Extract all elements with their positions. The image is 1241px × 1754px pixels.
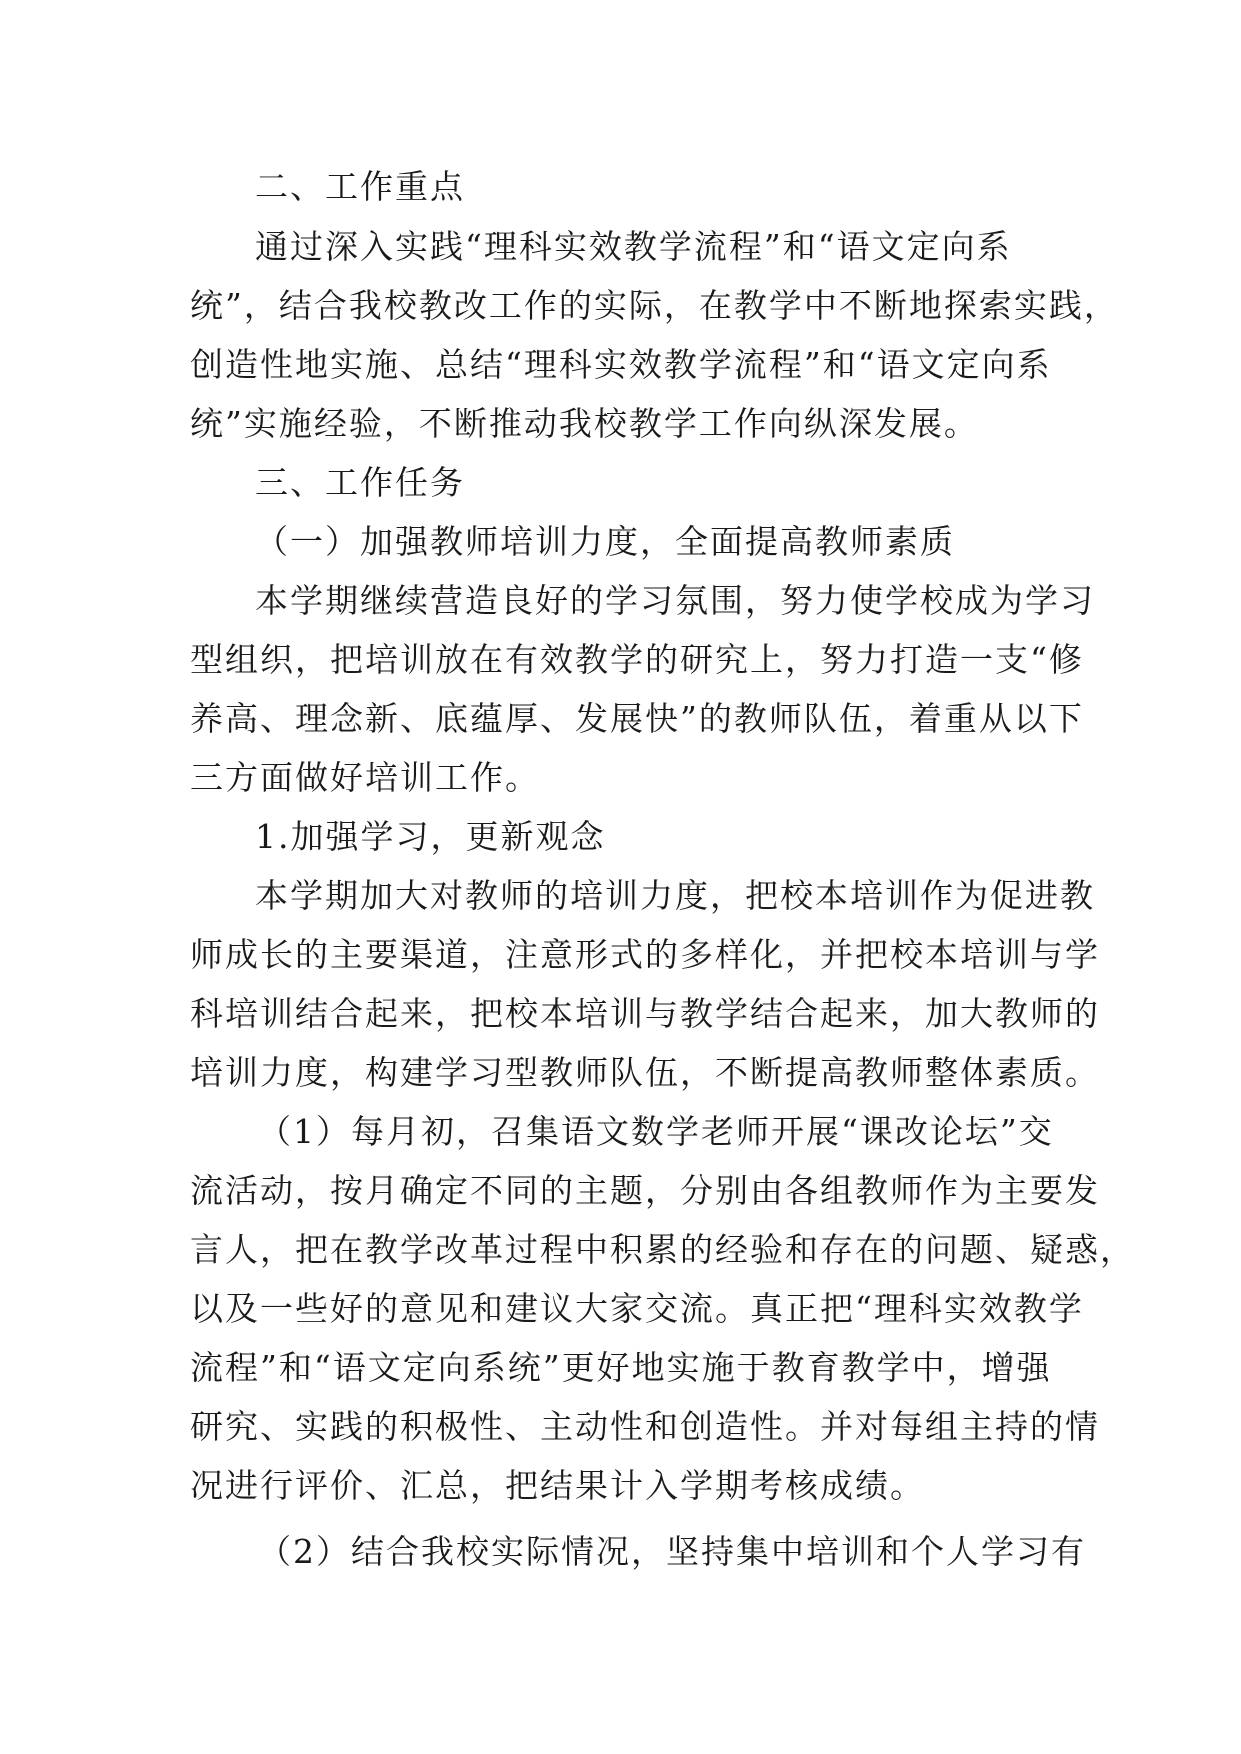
numbered-heading: 1.加强学习，更新观念 bbox=[255, 817, 606, 856]
paragraph-line: 本学期加大对教师的培训力度，把校本培训作为促进教 bbox=[255, 876, 1095, 915]
paragraph-line: 以及一些好的意见和建议大家交流。真正把“理科实效教学 bbox=[190, 1289, 1084, 1328]
paragraph-line: 型组织，把培训放在有效教学的研究上，努力打造一支“修 bbox=[190, 640, 1084, 679]
paragraph-line: 统”，结合我校教改工作的实际，在教学中不断地探索实践， bbox=[190, 286, 1119, 325]
paragraph-line: 培训力度，构建学习型教师队伍，不断提高教师整体素质。 bbox=[190, 1053, 1100, 1092]
paragraph-line: 研究、实践的积极性、主动性和创造性。并对每组主持的情 bbox=[190, 1407, 1100, 1446]
list-item-1: （1）每月初，召集语文数学老师开展“课改论坛”交 bbox=[258, 1112, 1054, 1151]
paragraph-line: 三方面做好培训工作。 bbox=[190, 758, 540, 797]
paragraph-line: 本学期继续营造良好的学习氛围，努力使学校成为学习 bbox=[255, 581, 1095, 620]
paragraph-line: 况进行评价、汇总，把结果计入学期考核成绩。 bbox=[190, 1466, 925, 1505]
paragraph-line: 科培训结合起来，把校本培训与教学结合起来，加大教师的 bbox=[190, 994, 1100, 1033]
paragraph-line: 流活动，按月确定不同的主题，分别由各组教师作为主要发 bbox=[190, 1171, 1100, 1210]
paragraph-line: 统”实施经验，不断推动我校教学工作向纵深发展。 bbox=[190, 404, 979, 443]
paragraph-line: 创造性地实施、总结“理科实效教学流程”和“语文定向系 bbox=[190, 345, 1052, 384]
section-heading-work-focus: 二、工作重点 bbox=[255, 167, 465, 206]
paragraph-line: 流程”和“语文定向系统”更好地实施于教育教学中，增强 bbox=[190, 1348, 1052, 1387]
paragraph-line: 师成长的主要渠道，注意形式的多样化，并把校本培训与学 bbox=[190, 935, 1100, 974]
paragraph-line: 通过深入实践“理科实效教学流程”和“语文定向系 bbox=[255, 227, 1012, 266]
subsection-heading: （一）加强教师培训力度，全面提高教师素质 bbox=[255, 522, 955, 561]
paragraph-line: 言人，把在教学改革过程中积累的经验和存在的问题、疑惑， bbox=[190, 1230, 1135, 1269]
section-heading-work-tasks: 三、工作任务 bbox=[255, 463, 465, 502]
paragraph-line: 养高、理念新、底蕴厚、发展快”的教师队伍，着重从以下 bbox=[190, 699, 1084, 738]
list-item-2: （2）结合我校实际情况，坚持集中培训和个人学习有 bbox=[258, 1532, 1086, 1571]
